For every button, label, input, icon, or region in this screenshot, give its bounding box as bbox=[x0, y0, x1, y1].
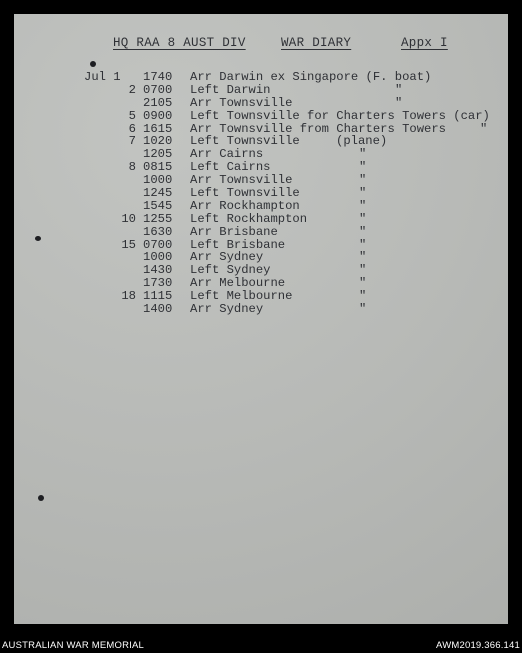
diary-entry-row bbox=[14, 110, 508, 123]
ditto-mark: " bbox=[359, 198, 367, 213]
diary-entry-row bbox=[14, 71, 508, 84]
entry-time: 0700 bbox=[143, 82, 173, 97]
entry-time: 0700 bbox=[143, 237, 173, 252]
entry-text: Left Brisbane bbox=[190, 237, 286, 252]
entry-date: 2 bbox=[128, 82, 136, 97]
entry-time: 1020 bbox=[143, 134, 173, 149]
ditto-mark: " bbox=[359, 263, 367, 278]
diary-entry-row bbox=[14, 226, 508, 239]
entry-time: 1400 bbox=[143, 302, 173, 317]
ink-speck bbox=[90, 61, 96, 67]
entry-time: 1430 bbox=[143, 263, 173, 278]
appendix-heading: Appx I bbox=[401, 36, 448, 50]
diary-entry-row bbox=[14, 187, 508, 200]
unit-heading: HQ RAA 8 AUST DIV bbox=[113, 36, 246, 50]
diary-entry-row bbox=[14, 303, 508, 316]
ditto-mark: " bbox=[359, 211, 367, 226]
entry-date: 8 bbox=[128, 160, 136, 175]
entry-text: Arr Melbourne bbox=[190, 276, 286, 291]
entry-time: 1115 bbox=[143, 289, 173, 304]
entry-text: Arr Townsville bbox=[190, 173, 293, 188]
entry-text: Arr Rockhampton bbox=[190, 198, 300, 213]
entry-time: 0900 bbox=[143, 108, 173, 123]
entry-date: Jul 1 bbox=[84, 70, 121, 84]
entry-date: 10 bbox=[121, 211, 136, 226]
entry-text: Left Darwin bbox=[190, 82, 271, 97]
diary-entry-row bbox=[14, 213, 508, 226]
entry-text: Left Melbourne bbox=[190, 289, 293, 304]
ditto-mark: " bbox=[359, 289, 367, 304]
archive-credit: AUSTRALIAN WAR MEMORIAL bbox=[2, 640, 145, 651]
entry-text: Left Townsville bbox=[190, 186, 300, 201]
entry-date: 6 bbox=[128, 121, 136, 136]
entry-text: Arr Cairns bbox=[190, 147, 264, 162]
entry-date: 18 bbox=[121, 289, 136, 304]
entry-text: Left Sydney bbox=[190, 263, 271, 278]
entry-time: 1740 bbox=[143, 70, 173, 84]
punch-hole-mark bbox=[38, 495, 44, 501]
document-page bbox=[14, 14, 508, 624]
archive-reference: AWM2019.366.141 bbox=[436, 640, 520, 651]
entry-time: 1545 bbox=[143, 198, 173, 213]
ditto-mark: " bbox=[359, 276, 367, 291]
diary-entries bbox=[14, 71, 508, 316]
entry-time: 1615 bbox=[143, 121, 173, 136]
entry-time: 1205 bbox=[143, 147, 173, 162]
ditto-mark: " bbox=[359, 250, 367, 265]
entry-time: 0815 bbox=[143, 160, 173, 175]
ditto-mark: (plane) bbox=[336, 134, 388, 149]
ditto-mark: " bbox=[359, 147, 367, 162]
ditto-mark: " bbox=[480, 121, 488, 136]
diary-entry-row bbox=[14, 200, 508, 213]
ditto-mark: " bbox=[395, 95, 403, 110]
entry-text: Arr Brisbane bbox=[190, 224, 278, 239]
entry-time: 2105 bbox=[143, 95, 173, 110]
entry-date: 5 bbox=[128, 108, 136, 123]
ditto-mark: " bbox=[359, 173, 367, 188]
diary-entry-row bbox=[14, 84, 508, 97]
entry-text: Left Townsville for Charters Towers (car) bbox=[190, 108, 490, 123]
entry-time: 1000 bbox=[143, 173, 173, 188]
punch-hole-mark bbox=[35, 236, 41, 241]
war-diary-heading: WAR DIARY bbox=[281, 36, 352, 50]
entry-date: 15 bbox=[121, 237, 136, 252]
entry-text: Arr Sydney bbox=[190, 250, 264, 265]
entry-text: Arr Townsville from Charters Towers bbox=[190, 121, 446, 136]
entry-time: 1730 bbox=[143, 276, 173, 291]
ditto-mark: " bbox=[359, 302, 367, 317]
entry-time: 1255 bbox=[143, 211, 173, 226]
entry-text: Arr Townsville bbox=[190, 95, 293, 110]
entry-text: Left Rockhampton bbox=[190, 211, 308, 226]
entry-time: 1630 bbox=[143, 224, 173, 239]
entry-text: Arr Sydney bbox=[190, 302, 264, 317]
ditto-mark: " bbox=[359, 237, 367, 252]
entry-text: Left Cairns bbox=[190, 160, 271, 175]
ditto-mark: " bbox=[359, 186, 367, 201]
entry-time: 1245 bbox=[143, 186, 173, 201]
entry-date: 7 bbox=[128, 134, 136, 149]
ditto-mark: " bbox=[359, 224, 367, 239]
diary-entry-row bbox=[14, 97, 508, 110]
ditto-mark: " bbox=[395, 82, 403, 97]
ditto-mark: " bbox=[359, 160, 367, 175]
entry-text: Left Townsville bbox=[190, 134, 300, 149]
entry-time: 1000 bbox=[143, 250, 173, 265]
entry-text: Arr Darwin ex Singapore (F. boat) bbox=[190, 70, 432, 84]
